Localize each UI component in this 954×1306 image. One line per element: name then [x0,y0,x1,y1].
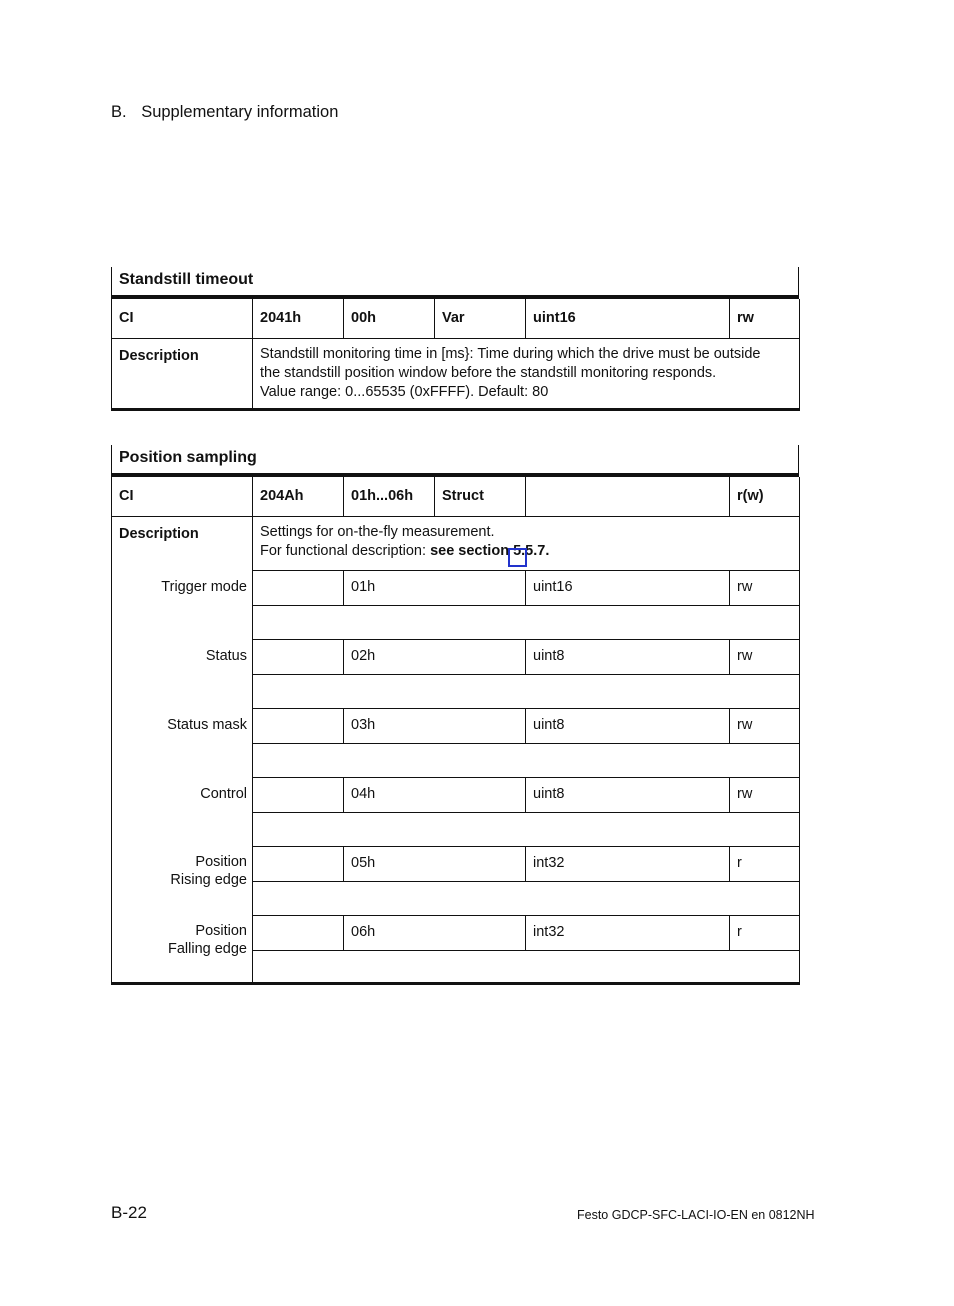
header-letter: B. [111,103,127,121]
subindex-label [112,777,253,846]
position-sampling-table [111,477,800,985]
ci-object-type: Var [435,299,526,338]
position-sampling-title: Position sampling [111,445,799,477]
subindex-label-line: Control [200,786,247,802]
description-label: Description [112,516,253,570]
subindex-spacer [253,605,800,639]
subindex-access: rw [730,708,800,743]
section-reference-link[interactable]: see section 5.5.7. [430,542,550,559]
subindex-value: 03h [344,708,526,743]
document-id: Festo GDCP-SFC-LACI-IO-EN en 0812NH [577,1208,815,1222]
ci-object-type: Struct [435,477,526,516]
subindex-empty-cell [253,915,344,950]
description-text [253,338,800,409]
ci-access: rw [730,299,800,338]
ci-label: CI [112,299,253,338]
subindex-label [112,639,253,708]
ci-index: 204Ah [253,477,344,516]
subindex-label-line: Status mask [167,717,247,733]
subindex-empty-cell [253,708,344,743]
subindex-spacer [253,812,800,846]
subindex-row [112,915,800,950]
standstill-ci-row [112,299,800,338]
subindex-type: uint16 [526,570,730,605]
subindex-label [112,570,253,639]
subindex-row [112,846,800,881]
subindex-access: rw [730,570,800,605]
subindex-empty-cell [253,639,344,674]
subindex-access: r [730,846,800,881]
subindex-label-line: Position [195,923,247,939]
standstill-timeout-title: Standstill timeout [111,267,799,299]
description-label: Description [112,338,253,409]
position-description-row [112,516,800,570]
subindex-access: rw [730,639,800,674]
header-title: Supplementary information [141,103,339,121]
subindex-value: 06h [344,915,526,950]
subindex-type: uint8 [526,639,730,674]
subindex-value: 01h [344,570,526,605]
standstill-timeout-section [111,267,799,411]
ci-subindex: 01h...06h [344,477,435,516]
subindex-value: 04h [344,777,526,812]
subindex-type: int32 [526,846,730,881]
subindex-access: rw [730,777,800,812]
subindex-row [112,639,800,674]
subindex-empty-cell [253,846,344,881]
ci-access: r(w) [730,477,800,516]
description-line: Standstill monitoring time in [ms}: Time during which the drive must be outside [260,345,761,362]
ci-label: CI [112,477,253,516]
description-line: Settings for on-the-fly measurement. [260,523,495,540]
subindex-label [112,846,253,915]
subindex-row [112,708,800,743]
subindex-type: int32 [526,915,730,950]
ci-subindex: 00h [344,299,435,338]
subindex-empty-cell [253,777,344,812]
ci-data-type [526,477,730,516]
subindex-label-line: Trigger mode [161,579,247,595]
page-header [111,103,338,122]
subindex-label-line: Falling edge [168,941,247,957]
subindex-type: uint8 [526,777,730,812]
subindex-label-line: Rising edge [170,872,247,888]
ci-data-type: uint16 [526,299,730,338]
subindex-row [112,570,800,605]
subindex-empty-cell [253,570,344,605]
subindex-spacer [253,950,800,983]
subindex-value: 02h [344,639,526,674]
subindex-label-line: Status [205,648,247,664]
position-sampling-section [111,445,799,985]
description-line: Value range: 0...65535 (0xFFFF). Default: 80 [260,383,549,400]
subindex-spacer [253,674,800,708]
subindex-spacer [253,743,800,777]
standstill-description-row [112,338,800,409]
subindex-row [112,777,800,812]
ci-index: 2041h [253,299,344,338]
standstill-timeout-table [111,299,800,411]
page-number: B-22 [111,1203,147,1222]
position-ci-row [112,477,800,516]
subindex-label [112,915,253,983]
selection-marker [508,548,527,567]
subindex-value: 05h [344,846,526,881]
subindex-label [112,708,253,777]
subindex-label-line: Position [195,854,247,870]
description-line: the standstill position window before the standstill monitoring responds. [260,364,717,381]
description-line [260,542,799,561]
subindex-type: uint8 [526,708,730,743]
subindex-access: r [730,915,800,950]
subindex-spacer [253,881,800,915]
description-prefix: For functional description: [260,542,431,559]
